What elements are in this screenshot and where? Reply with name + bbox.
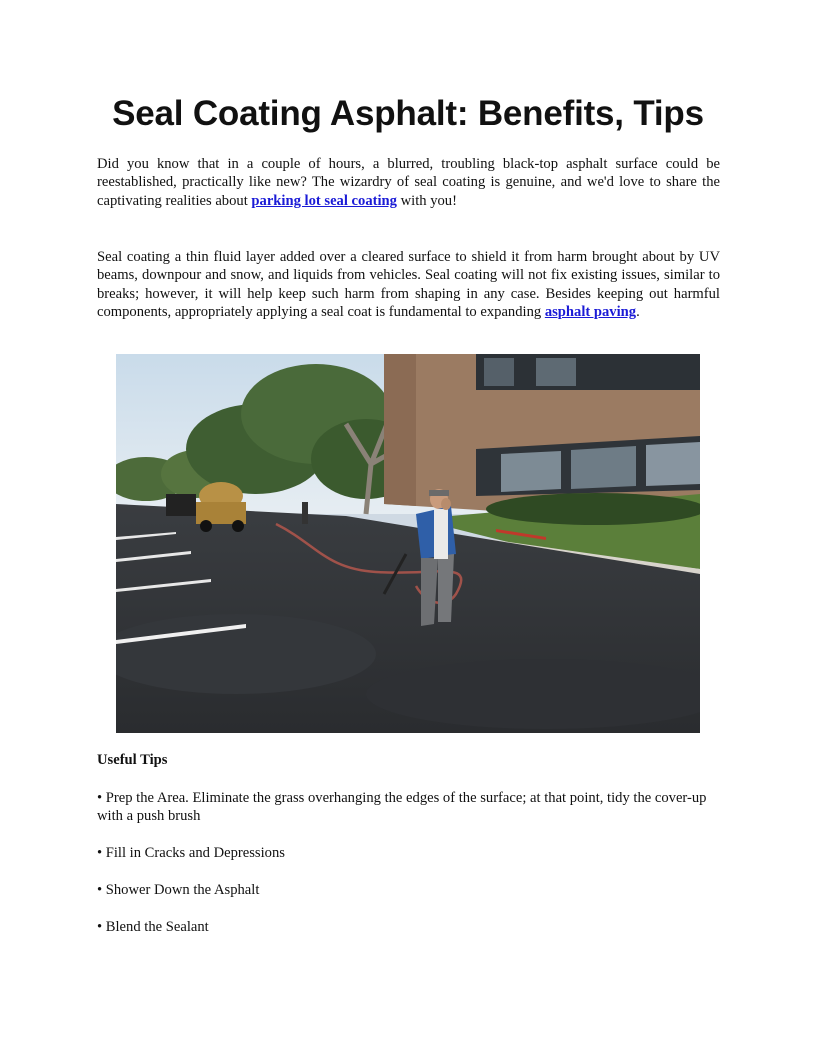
intro-text-end: with you! [396,192,457,209]
parking-lot-seal-coating-link[interactable]: parking lot seal coating [251,192,397,209]
tips-heading: Useful Tips [97,752,168,768]
intro-text-start: Did you know that in a couple of hours, a blurred, troubling black-top asphalt surface could be reestablished, practically like new? The wizardry of seal coating is genuine, and we'd love to share the captivating realities about [97,156,720,209]
tip-item: • Fill in Cracks and Depressions [97,845,285,861]
body-text-start: Seal coating a thin fluid layer added over a cleared surface to shield it from harm brought about by UV beams, downpour and snow, and liquids from vehicles. Seal coating will not fix existing issues, similar to breaks; however, it will help keep such harm from shaping in any case. Besides keeping out harmful components, appropriately applying a seal coat is fundamental to expanding [97,249,720,320]
tip-item: • Shower Down the Asphalt [97,882,260,898]
page-title: Seal Coating Asphalt: Benefits, Tips [112,94,704,133]
intro-paragraph [97,155,720,210]
body-paragraph [97,248,720,321]
seal-coating-photo [116,354,700,733]
tip-item: • Prep the Area. Eliminate the grass overhanging the edges of the surface; at that point, tidy the cover-up with a push brush [97,790,707,825]
asphalt-paving-link[interactable]: asphalt paving [544,303,637,320]
tip-item: • Blend the Sealant [97,919,209,935]
body-text-end: . [636,303,640,320]
